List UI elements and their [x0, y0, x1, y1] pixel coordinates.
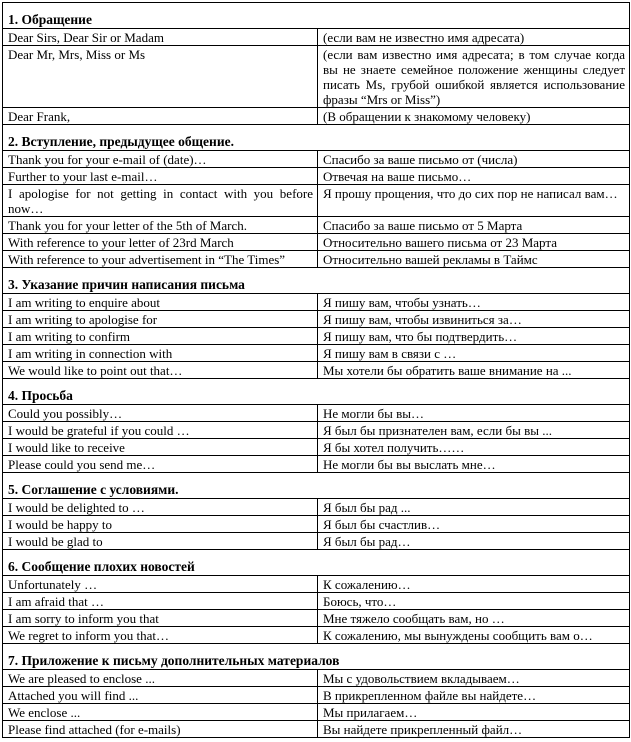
- phrase-ru-cell: (В обращении к знакомому человеку): [318, 108, 630, 125]
- section-title: 4. Просьба: [3, 379, 630, 405]
- table-row: [3, 499, 630, 516]
- phrase-en-cell: I would be happy to: [3, 516, 318, 533]
- phrase-en-cell: Thank you for your e-mail of (date)…: [3, 151, 318, 168]
- table-row: [3, 576, 630, 593]
- phrase-ru-cell: Я пишу вам, чтобы извиниться за…: [318, 311, 630, 328]
- table-row: [3, 456, 630, 473]
- table-row: [3, 422, 630, 439]
- phrase-en-cell: Dear Frank,: [3, 108, 318, 125]
- phrase-en-cell: I would be grateful if you could …: [3, 422, 318, 439]
- phrase-ru-cell: Мы с удовольствием вкладываем…: [318, 670, 630, 687]
- phrase-en-cell: We regret to inform you that…: [3, 627, 318, 644]
- phrase-ru-cell: Мне тяжело сообщать вам, но …: [318, 610, 630, 627]
- phrase-en-cell: I am writing to enquire about: [3, 294, 318, 311]
- phrase-ru-cell: Я прошу прощения, что до сих пор не написал вам…: [318, 185, 630, 217]
- phrase-ru-cell: (если вам известно имя адресата; в том случае когда вы не знаете семейное положение женщины следует писать Ms, грубой ошибкой является использование фразы “Mrs or Miss”): [318, 46, 630, 108]
- table-row: [3, 439, 630, 456]
- section-title: 6. Сообщение плохих новостей: [3, 550, 630, 576]
- table-row: [3, 251, 630, 268]
- phrase-en-cell: I apologise for not getting in contact with you before now…: [3, 185, 318, 217]
- phrase-en-cell: I am writing in connection with: [3, 345, 318, 362]
- table-row: [3, 610, 630, 627]
- phrase-ru-cell: Я был бы признателен вам, если бы вы ...: [318, 422, 630, 439]
- table-row: [3, 108, 630, 125]
- phrase-ru-cell: Мы хотели бы обратить ваше внимание на ...: [318, 362, 630, 379]
- table-row: [3, 311, 630, 328]
- table-row: [3, 234, 630, 251]
- phrase-ru-cell: Я был бы рад…: [318, 533, 630, 550]
- phrase-en-cell: Could you possibly…: [3, 405, 318, 422]
- phrase-en-cell: I am afraid that …: [3, 593, 318, 610]
- phrase-en-cell: Please find attached (for e-mails): [3, 721, 318, 738]
- phrase-en-cell: Dear Mr, Mrs, Miss or Ms: [3, 46, 318, 108]
- phrase-ru-cell: Я пишу вам, что бы подтвердить…: [318, 328, 630, 345]
- phrase-ru-cell: Относительно вашей рекламы в Таймс: [318, 251, 630, 268]
- table-row: [3, 345, 630, 362]
- phrase-ru-cell: К сожалению, мы вынуждены сообщить вам о…: [318, 627, 630, 644]
- phrase-ru-cell: Я пишу вам в связи с …: [318, 345, 630, 362]
- table-row: [3, 533, 630, 550]
- phrase-en-cell: We would like to point out that…: [3, 362, 318, 379]
- phrase-en-cell: With reference to your advertisement in “The Times”: [3, 251, 318, 268]
- phrase-en-cell: I am sorry to inform you that: [3, 610, 318, 627]
- phrase-ru-cell: Отвечая на ваше письмо…: [318, 168, 630, 185]
- section-title: 2. Вступление, предыдущее общение.: [3, 125, 630, 151]
- section-header-row: [3, 125, 630, 151]
- phrase-ru-cell: Я был бы рад ...: [318, 499, 630, 516]
- table-row: [3, 46, 630, 108]
- table-row: [3, 29, 630, 46]
- table-row: [3, 627, 630, 644]
- section-header-row: [3, 550, 630, 576]
- table-row: [3, 593, 630, 610]
- phrase-ru-cell: Спасибо за ваше письмо от (числа): [318, 151, 630, 168]
- section-header-row: [3, 379, 630, 405]
- phrase-en-cell: Please could you send me…: [3, 456, 318, 473]
- phrase-ru-cell: Мы прилагаем…: [318, 704, 630, 721]
- section-header-row: [3, 3, 630, 29]
- phrase-ru-cell: (если вам не известно имя адресата): [318, 29, 630, 46]
- phrase-en-cell: I am writing to confirm: [3, 328, 318, 345]
- phrase-en-cell: I would be glad to: [3, 533, 318, 550]
- phrase-ru-cell: Относительно вашего письма от 23 Марта: [318, 234, 630, 251]
- phrase-ru-cell: Вы найдете прикрепленный файл…: [318, 721, 630, 738]
- phrase-en-cell: Attached you will find ...: [3, 687, 318, 704]
- table-row: [3, 516, 630, 533]
- table-row: [3, 328, 630, 345]
- phrase-en-cell: I would be delighted to …: [3, 499, 318, 516]
- phrase-ru-cell: Не могли бы вы выслать мне…: [318, 456, 630, 473]
- phrase-en-cell: We enclose ...: [3, 704, 318, 721]
- table-row: [3, 217, 630, 234]
- phrase-ru-cell: Спасибо за ваше письмо от 5 Марта: [318, 217, 630, 234]
- section-header-row: [3, 268, 630, 294]
- phrase-en-cell: Further to your last e-mail…: [3, 168, 318, 185]
- phrase-en-cell: I would like to receive: [3, 439, 318, 456]
- table-row: [3, 151, 630, 168]
- section-title: 1. Обращение: [3, 3, 630, 29]
- phrase-en-cell: Thank you for your letter of the 5th of March.: [3, 217, 318, 234]
- phrase-en-cell: We are pleased to enclose ...: [3, 670, 318, 687]
- table-row: [3, 362, 630, 379]
- phrase-en-cell: Unfortunately …: [3, 576, 318, 593]
- table-row: [3, 687, 630, 704]
- phrase-ru-cell: Не могли бы вы…: [318, 405, 630, 422]
- phrase-ru-cell: К сожалению…: [318, 576, 630, 593]
- section-title: 7. Приложение к письму дополнительных материалов: [3, 644, 630, 670]
- table-row: [3, 168, 630, 185]
- phrase-en-cell: Dear Sirs, Dear Sir or Madam: [3, 29, 318, 46]
- table-row: [3, 185, 630, 217]
- phrase-ru-cell: Я бы хотел получить……: [318, 439, 630, 456]
- section-header-row: [3, 644, 630, 670]
- phrase-en-cell: With reference to your letter of 23rd March: [3, 234, 318, 251]
- table-row: [3, 721, 630, 738]
- section-title: 5. Соглашение с условиями.: [3, 473, 630, 499]
- table-row: [3, 405, 630, 422]
- phrase-ru-cell: Я был бы счастлив…: [318, 516, 630, 533]
- section-title: 3. Указание причин написания письма: [3, 268, 630, 294]
- section-header-row: [3, 473, 630, 499]
- phrase-ru-cell: Я пишу вам, чтобы узнать…: [318, 294, 630, 311]
- phrase-ru-cell: В прикрепленном файле вы найдете…: [318, 687, 630, 704]
- table-row: [3, 704, 630, 721]
- phrase-ru-cell: Боюсь, что…: [318, 593, 630, 610]
- phrase-en-cell: I am writing to apologise for: [3, 311, 318, 328]
- phrase-table: [2, 2, 630, 738]
- table-row: [3, 670, 630, 687]
- phrase-table-body: [3, 3, 630, 738]
- table-row: [3, 294, 630, 311]
